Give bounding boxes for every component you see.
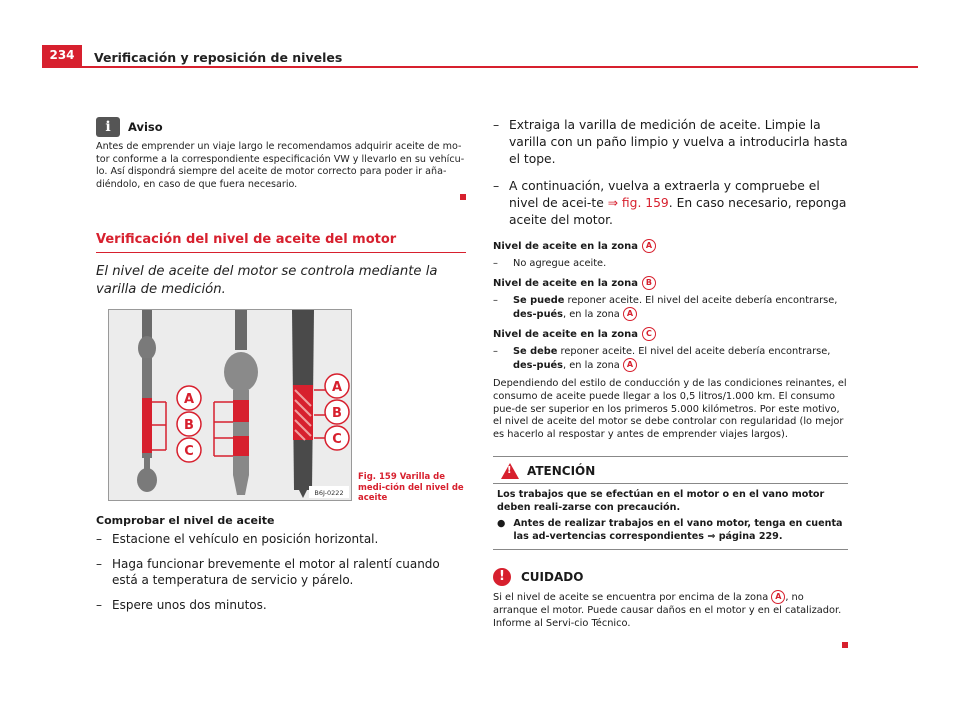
note-text: Antes de emprender un viaje largo le recomendamos adquirir aceite de mo-tor conforme a la correspondiente especificación VW y llevarlo en su vehícu-lo. Así dispondrá siempre del aceite de motor correcto para poder ir aña-diéndolo, en caso de que fuera necesario. [96, 141, 465, 190]
zone-badge: A [623, 307, 637, 321]
caution-title: CUIDADO [521, 570, 584, 585]
zone-heading-c [493, 327, 848, 341]
zone-heading-text: Nivel de aceite en la zona [493, 328, 638, 340]
step-item: – Extraiga la varilla de medición de aceite. Limpie la varilla con un paño limpio y vuelva a introducirla hasta el tope. [493, 117, 848, 168]
figure-link-text[interactable]: fig. 159 [621, 196, 669, 210]
page-number: 234 [42, 45, 82, 66]
check-heading: Comprobar el nivel de aceite [96, 514, 275, 528]
zone-item [493, 294, 848, 321]
zone-item-strong: Se puede [513, 295, 565, 306]
left-steps [96, 531, 466, 613]
zone-item-text: , en la zona [563, 360, 620, 371]
warning-title: ATENCIÓN [527, 463, 596, 478]
zone-item [493, 345, 848, 372]
dipstick-illustration [108, 309, 352, 501]
zone-a-list [493, 257, 848, 270]
zone-heading-text: Nivel de aceite en la zona [493, 277, 638, 289]
dipstick-drawing [109, 310, 351, 500]
caution-heading [493, 568, 848, 586]
figure-label-a2: A [331, 380, 343, 396]
warning-heading [493, 457, 848, 484]
info-icon: i [96, 117, 120, 137]
warning-bullet [497, 518, 844, 543]
zone-item-text: reponer aceite. El nivel del aceite debería encontrarse, [557, 346, 831, 357]
step-text: A continuación, vuelva a extraerla y compruebe el nivel de acei-te [509, 179, 820, 210]
note-heading [96, 117, 466, 137]
warning-box [493, 456, 848, 550]
zone-badge: A [623, 358, 637, 372]
warning-line: Los trabajos que se efectúan en el motor o en el vano motor deben reali-zarse con precaución. [497, 488, 825, 513]
zone-badge: C [642, 327, 656, 341]
zone-heading-a [493, 239, 848, 253]
figure [96, 309, 466, 504]
consumption-paragraph: Dependiendo del estilo de conducción y de las condiciones reinantes, el consumo de aceite puede llegar a los 0,5 litros/1.000 km. El consumo pue-de ser superior en los primeros 5.000 kilómetros. Por este motivo, el nivel de aceite del motor se debe controlar con regularidad (lo mejor es hacerlo al respostar y antes de emprender viajes largos). [493, 378, 847, 441]
section-intro: El nivel de aceite del motor se controla mediante la varilla de medición. [96, 264, 438, 298]
zone-item-strong: des-pués [513, 309, 564, 320]
zone-badge: B [642, 276, 656, 290]
step-item: – Estacione el vehículo en posición horizontal. [96, 531, 466, 547]
page-link[interactable]: ⇒ página 229. [707, 530, 783, 542]
end-mark [493, 633, 848, 652]
note-title: Aviso [128, 120, 163, 134]
header-rule [42, 66, 918, 68]
zone-item-text: reponer aceite. El nivel del aceite debería encontrarse, [564, 295, 838, 306]
left-column [96, 117, 466, 622]
zone-item-strong: Se debe [513, 346, 558, 357]
warning-triangle-icon: ! [501, 463, 519, 479]
bullet-icon: ● [497, 518, 506, 530]
figure-label-a: A [183, 392, 195, 408]
caution-text [493, 590, 848, 630]
caution-text-part: , no arranque el motor. Puede causar daños en el motor y en el catalizador. Informe al Servi-cio Técnico. [493, 592, 842, 629]
zone-item-strong: des-pués [513, 360, 564, 371]
figure-label-b2: B [332, 406, 342, 422]
figure-caption: Fig. 159 Varilla de medi-ción del nivel de aceite [358, 472, 464, 504]
step-text-tail: . En caso necesario, reponga aceite del motor. [509, 196, 847, 227]
figure-link[interactable]: ⇒ fig. 159 [607, 196, 669, 210]
warning-bullet-text: Antes de realizar trabajos en el vano motor, tenga en cuenta las ad-vertencias correspondientes [513, 518, 843, 542]
caution-icon: ! [493, 568, 511, 586]
section-title: Verificación del nivel de aceite del motor [96, 232, 466, 253]
zone-item-text: , en la zona [563, 309, 620, 320]
zone-heading-b [493, 276, 848, 290]
warning-body [493, 484, 848, 549]
end-square-icon [842, 642, 848, 648]
figure-label-c: C [184, 444, 194, 460]
caution-text-part: Si el nivel de aceite se encuentra por encima de la zona [493, 592, 769, 604]
page-header-title: Verificación y reposición de niveles [94, 50, 343, 65]
figure-label-c2: C [332, 432, 342, 448]
zone-badge: A [771, 590, 785, 604]
zone-b-list [493, 294, 848, 321]
right-steps [493, 117, 848, 229]
step-item: – Haga funcionar brevemente el motor al ralentí cuando está a temperatura de servicio y párelo. [96, 556, 466, 588]
zone-item: – No agregue aceite. [493, 257, 848, 270]
step-item [493, 178, 848, 229]
zone-heading-text: Nivel de aceite en la zona [493, 240, 638, 252]
zone-badge: A [642, 239, 656, 253]
figure-label-b: B [184, 418, 194, 434]
zone-c-list [493, 345, 848, 372]
end-square-icon [460, 194, 466, 200]
step-item: – Espere unos dos minutos. [96, 597, 466, 613]
right-column [493, 117, 848, 652]
figure-code: B6J-0222 [314, 489, 344, 498]
